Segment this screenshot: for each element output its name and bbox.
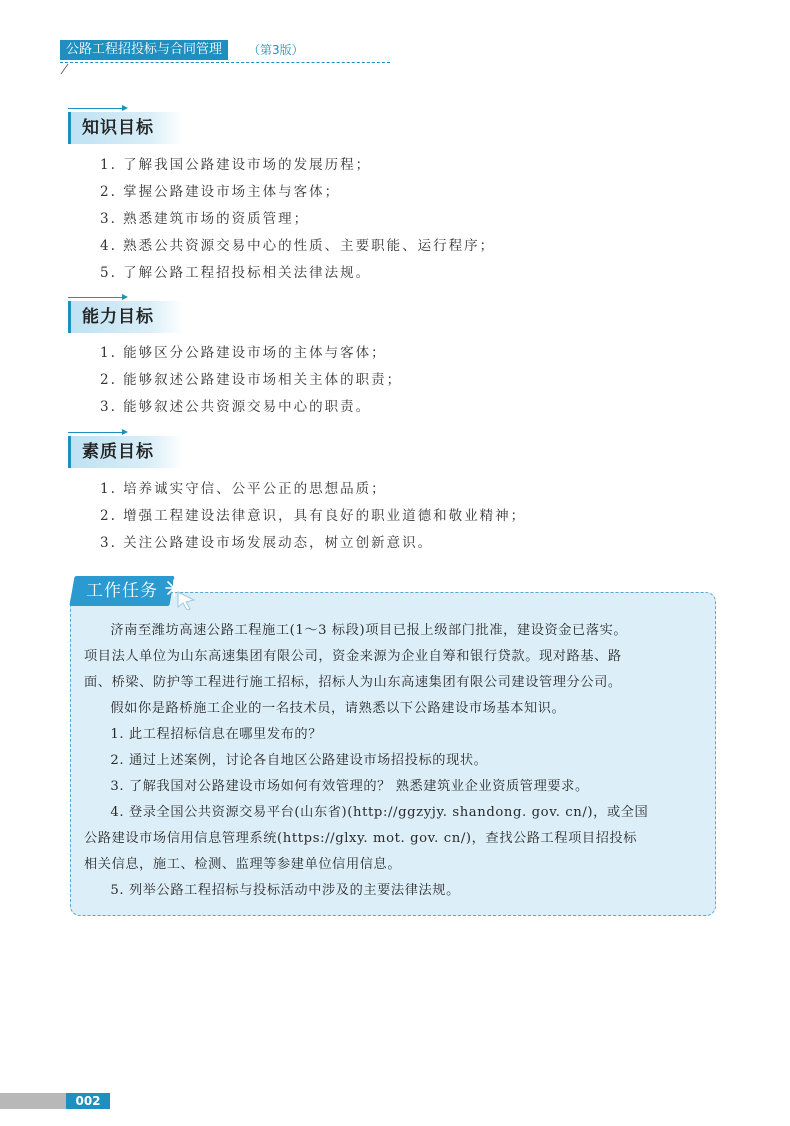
task-line: 公路建设市场信用信息管理系统(https://glxy. mot. gov. cn/)，查找公路工程项目招投标 bbox=[84, 831, 638, 846]
task-line: 5. 列举公路工程招标与投标活动中涉及的主要法律法规。 bbox=[110, 883, 460, 898]
section-quality-goals bbox=[68, 436, 184, 470]
list-item: 3. 熟悉建筑市场的资质管理； bbox=[100, 211, 310, 227]
footer-bar bbox=[0, 1093, 66, 1109]
list-item: 1. 了解我国公路建设市场的发展历程； bbox=[100, 157, 372, 173]
arrow-icon bbox=[68, 297, 124, 298]
section-title: 素质目标 bbox=[82, 442, 154, 462]
quality-list bbox=[100, 476, 526, 557]
list-item: 2. 增强工程建设法律意识，具有良好的职业道德和敬业精神； bbox=[100, 508, 527, 524]
list-item: 3. 能够叙述公共资源交易中心的职责。 bbox=[100, 399, 372, 415]
task-title: 工作任务 bbox=[86, 581, 158, 601]
list-item: 2. 能够叙述公路建设市场相关主体的职责； bbox=[100, 372, 403, 388]
section-title: 能力目标 bbox=[82, 307, 154, 327]
task-line: 假如你是路桥施工企业的一名技术员，请熟悉以下公路建设市场基本知识。 bbox=[110, 701, 566, 716]
list-item: 4. 熟悉公共资源交易中心的性质、主要职能、运行程序； bbox=[100, 238, 496, 254]
task-line: 项目法人单位为山东高速集团有限公司，资金来源为企业自筹和银行贷款。现对路基、路 bbox=[84, 649, 622, 664]
list-item: 1. 培养诚实守信、公平公正的思想品质； bbox=[100, 481, 387, 497]
task-line: 1. 此工程招标信息在哪里发布的？ bbox=[110, 727, 322, 742]
list-item: 2. 掌握公路建设市场主体与客体； bbox=[100, 184, 341, 200]
sparkle-icon bbox=[164, 576, 198, 610]
list-item: 3. 关注公路建设市场发展动态，树立创新意识。 bbox=[100, 535, 434, 551]
ability-list bbox=[100, 340, 402, 421]
list-item: 5. 了解公路工程招投标相关法律法规。 bbox=[100, 265, 372, 281]
task-body bbox=[84, 618, 714, 904]
header-rule bbox=[60, 62, 390, 63]
edition-label: （第3版） bbox=[248, 43, 304, 57]
page-number: 002 bbox=[66, 1093, 110, 1109]
task-line: 济南至潍坊高速公路工程施工(1～3 标段)项目已报上级部门批准，建设资金已落实。 bbox=[110, 623, 628, 638]
task-line: 3. 了解我国对公路建设市场如何有效管理的？ 熟悉建筑业企业资质管理要求。 bbox=[110, 779, 589, 794]
list-item: 1. 能够区分公路建设市场的主体与客体； bbox=[100, 345, 387, 361]
task-line: 面、桥梁、防护等工程进行施工招标，招标人为山东高速集团有限公司建设管理分公司。 bbox=[84, 675, 622, 690]
arrow-icon bbox=[68, 108, 124, 109]
arrow-icon bbox=[68, 432, 124, 433]
header-tick bbox=[60, 64, 78, 74]
section-title: 知识目标 bbox=[82, 118, 154, 138]
task-line: 4. 登录全国公共资源交易平台(山东省)(http://ggzyjy. shandong. gov. cn/)，或全国 bbox=[110, 805, 649, 820]
section-ability-goals bbox=[68, 301, 184, 335]
task-line: 相关信息，施工、检测、监理等参建单位信用信息。 bbox=[84, 857, 402, 872]
knowledge-list bbox=[100, 152, 495, 287]
task-line: 2. 通过上述案例，讨论各自地区公路建设市场招投标的现状。 bbox=[110, 753, 488, 768]
running-header bbox=[60, 40, 330, 64]
book-title: 公路工程招投标与合同管理 bbox=[60, 40, 228, 60]
section-knowledge-goals bbox=[68, 112, 184, 146]
